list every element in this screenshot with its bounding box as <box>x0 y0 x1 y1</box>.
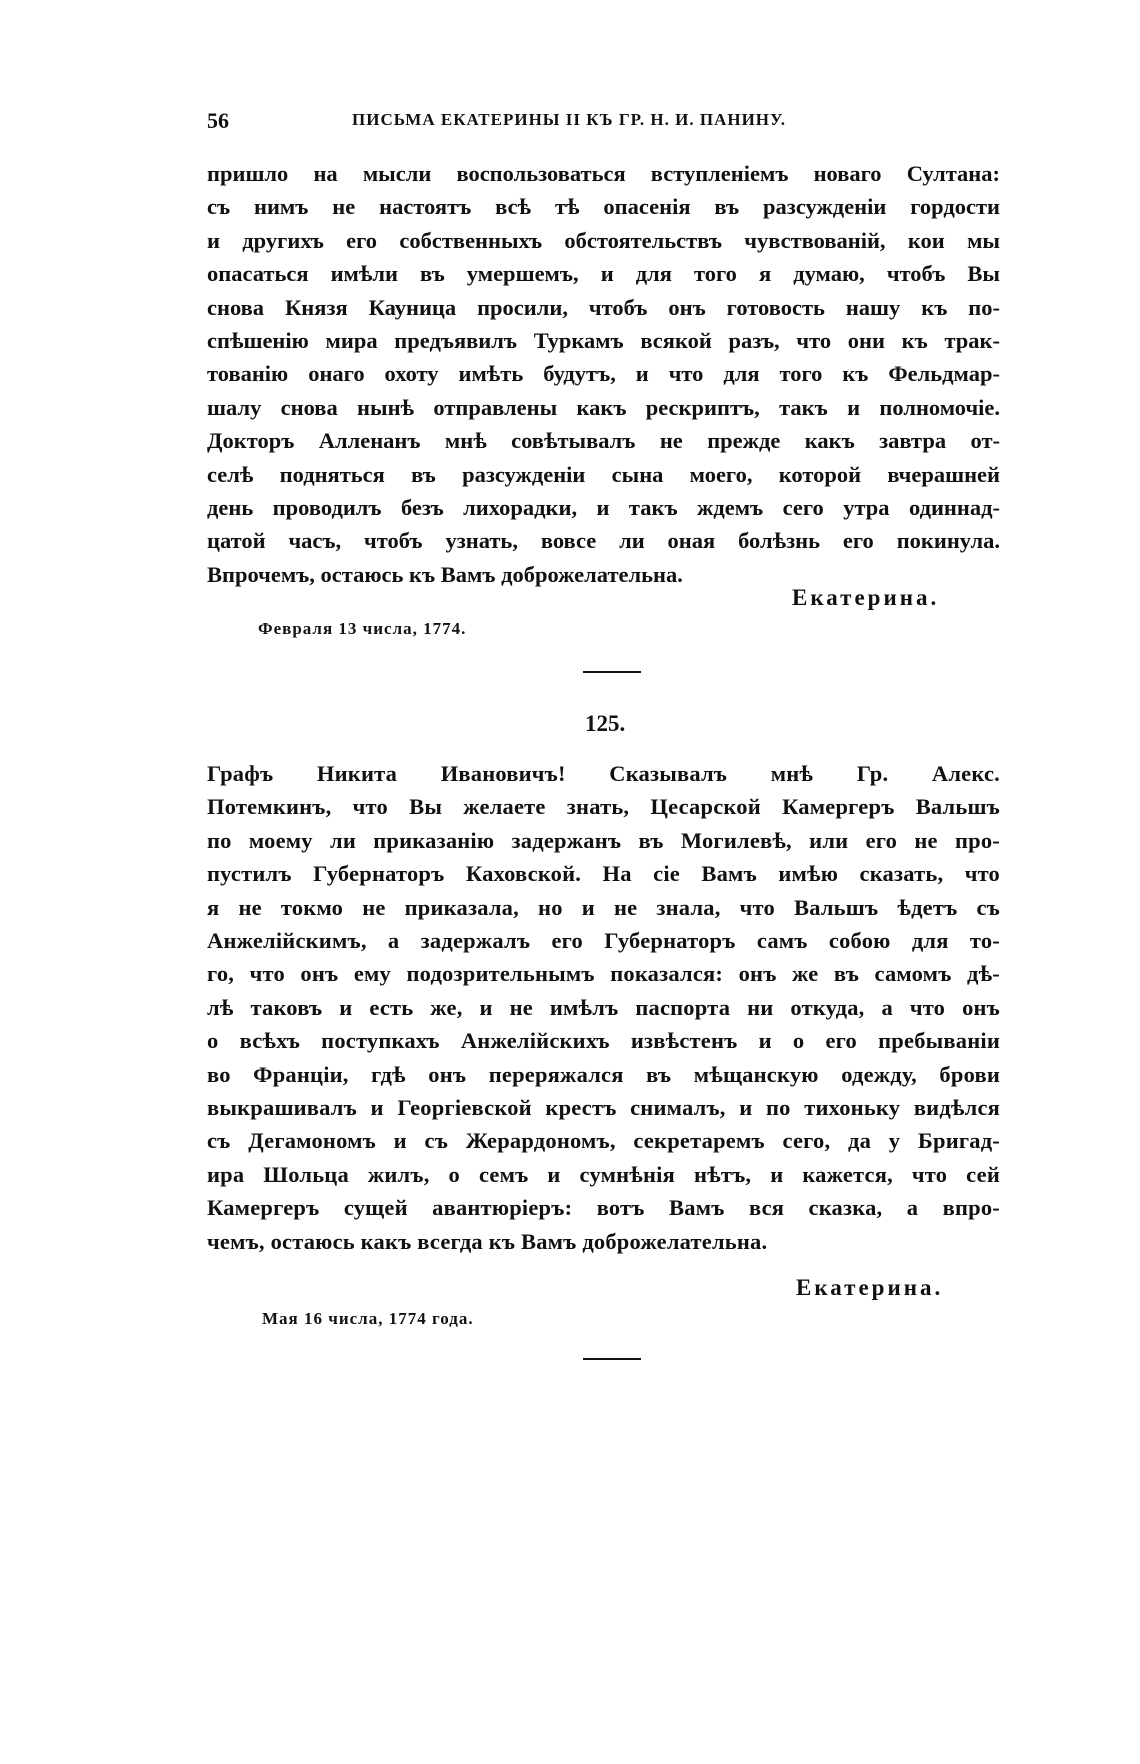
text-line: чемъ, остаюсь какъ всегда къ Вамъ доброжелательна. <box>207 1228 768 1254</box>
text-line: Впрочемъ, остаюсь къ Вамъ доброжелательна. <box>207 561 683 587</box>
text-line: опасаться имѣли въ умершемъ, и для того я думаю, чтобъ Вы <box>207 261 1000 287</box>
text-line: снова Князя Кауница просили, чтобъ онъ готовость нашу къ по- <box>207 294 1000 320</box>
section-divider-bottom <box>583 1358 641 1360</box>
text-line: съ нимъ не настоятъ всѣ тѣ опасенія въ разсужденіи гордости <box>207 194 1000 220</box>
letter-124-body <box>207 157 1000 591</box>
running-head: ПИСЬМА ЕКАТЕРИНЫ II КЪ ГР. Н. И. ПАНИНУ. <box>352 110 786 129</box>
text-line: го, что онъ ему подозрительнымъ показался: онъ же въ самомъ дѣ- <box>207 961 1000 987</box>
text-line: выкрашивалъ и Георгіевской крестъ снималъ, и по тихоньку видѣлся <box>207 1095 1000 1121</box>
text-line: съ Дегамономъ и съ Жерардономъ, секретаремъ сего, да у Бригад- <box>207 1128 1000 1154</box>
text-line: тованію онаго охоту имѣть будутъ, и что для того къ Фельдмар- <box>207 361 1000 387</box>
text-line: во Франціи, гдѣ онъ переряжался въ мѣщанскую одежду, брови <box>207 1061 1000 1087</box>
text-line: лѣ таковъ и есть же, и не имѣлъ паспорта ни откуда, а что онъ <box>207 994 1000 1020</box>
letter-number: 125. <box>585 711 626 736</box>
text-line: Докторъ Алленанъ мнѣ совѣтывалъ не прежде какъ завтра от- <box>207 428 1000 454</box>
text-line: Графъ Никита Ивановичъ! Сказывалъ мнѣ Гр. Алекс. <box>207 761 1000 786</box>
letter-125-body <box>207 757 1000 1258</box>
letter-124-signature: Екатерина. <box>792 585 940 610</box>
text-line: по моему ли приказанію задержанъ въ Могилевѣ, или его не про- <box>207 827 1000 853</box>
text-line: Анжелійскимъ, а задержалъ его Губернаторъ самъ собою для то- <box>207 928 1000 954</box>
text-line: Камергеръ сущей авантюріеръ: вотъ Вамъ вся сказка, а впро- <box>207 1195 1000 1221</box>
text-line: селѣ подняться въ разсужденіи сына моего, которой вчерашней <box>207 461 1000 487</box>
text-line: Потемкинъ, что Вы желаете знать, Цесарской Камергеръ Вальшъ <box>207 794 1000 820</box>
text-line: шалу снова нынѣ отправлены какъ рескриптъ, такъ и полномочіе. <box>207 394 1000 420</box>
text-line: я не токмо не приказала, но и не знала, что Вальшъ ѣдетъ съ <box>207 894 1000 920</box>
text-line: спѣшенію мира предъявилъ Туркамъ всякой разъ, что они къ трак- <box>207 328 1000 354</box>
section-divider <box>583 671 641 673</box>
text-line: пришло на мысли воспользоваться вступленіемъ новаго Султана: <box>207 161 1000 186</box>
letter-125-signature: Екатерина. <box>796 1275 944 1300</box>
page-number: 56 <box>207 108 229 133</box>
text-line: о всѣхъ поступкахъ Анжелійскихъ извѣстенъ и о его пребываніи <box>207 1028 1000 1054</box>
text-line: ира Шольца жилъ, о семъ и сумнѣнія нѣтъ, и кажется, что сей <box>207 1161 1000 1187</box>
text-line: и другихъ его собственныхъ обстоятельствъ чувствованій, кои мы <box>207 227 1000 253</box>
page-header <box>207 108 907 138</box>
letter-125-date: Мая 16 числа, 1774 года. <box>262 1309 474 1328</box>
text-line: день проводилъ безъ лихорадки, и такъ ждемъ сего утра одиннад- <box>207 495 1000 521</box>
text-line: цатой часъ, чтобъ узнать, вовсе ли оная болѣзнь его покинула. <box>207 528 1000 554</box>
text-line: пустилъ Губернаторъ Каховской. На сіе Вамъ имѣю сказать, что <box>207 861 1000 887</box>
letter-124-date: Февраля 13 числа, 1774. <box>258 619 467 638</box>
